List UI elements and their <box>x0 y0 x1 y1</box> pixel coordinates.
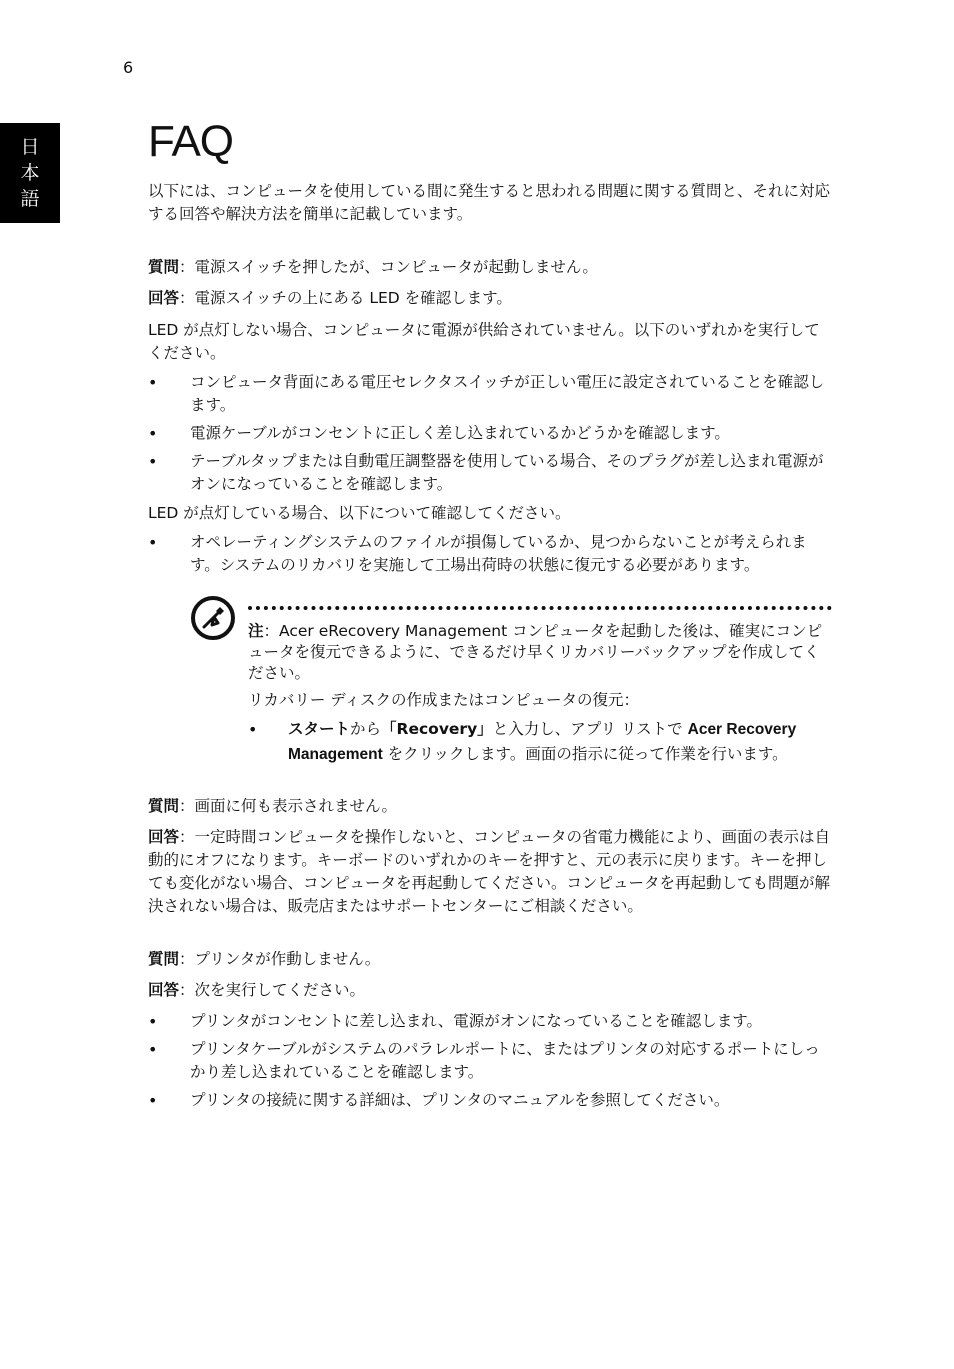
question-3 <box>148 948 832 971</box>
answer-3 <box>148 979 832 1002</box>
list-item <box>248 717 832 767</box>
intro-paragraph: 以下には、コンピュータを使用している間に発生すると思われる問題に関する質問と、それに対応する回答や解決方法を簡単に記載しています。 <box>148 182 831 223</box>
note-label: 注 <box>248 622 264 640</box>
page-title: FAQ <box>148 117 234 166</box>
note-subhead: リカバリー ディスクの作成またはコンピュータの復元： <box>248 691 640 709</box>
acer-recovery-label: Acer Recovery Management <box>288 721 797 763</box>
list-item: • コンピュータ背面にある電圧セレクタスイッチが正しい電圧に設定されていることを確認します。 <box>148 371 832 417</box>
question-text: ：画面に何も表示されません。 <box>179 797 397 815</box>
step-text: から <box>350 720 382 738</box>
question-2 <box>148 795 832 818</box>
note-list <box>248 717 832 767</box>
note-box <box>190 597 832 767</box>
note-content: ：Acer eRecovery Management コンピュータを起動した後は、確実にコンピュータを復元できるように、できるだけ早くリカバリーバックアップを作成してください。 <box>248 622 823 682</box>
question-1 <box>148 256 832 279</box>
note-divider <box>248 606 832 610</box>
led-off-list <box>148 371 832 496</box>
language-tab <box>0 123 60 223</box>
answer-2 <box>148 826 832 918</box>
question-text: ：プリンタが作動しません。 <box>179 950 381 968</box>
recovery-label: 「Recovery」 <box>381 720 493 738</box>
answer-text: ：一定時間コンピュータを操作しないと、コンピュータの省電力機能により、画面の表示は自動的にオフになります。キーボードのいずれかのキーを押すと、元の表示に戻ります。キーを押しても変化がない場合、コンピュータを再起動してください。コンピュータを再起動しても問題が解決されない場合は、販売店またはサポートセンターにご相談ください。 <box>148 828 831 915</box>
answer-text: ：次を実行してください。 <box>179 981 366 999</box>
led-off-paragraph: LED が点灯しない場合、コンピュータに電源が供給されていません。以下のいずれかを実行してください。 <box>148 321 820 362</box>
question-text: ：電源スイッチを押したが、コンピュータが起動しません。 <box>179 258 598 276</box>
list-item: • テーブルタップまたは自動電圧調整器を使用している場合、そのプラグが差し込まれ電源がオンになっていることを確認します。 <box>148 450 832 496</box>
list-item: • プリンタケーブルがシステムのパラレルポートに、またはプリンタの対応するポートにしっかり差し込まれていることを確認します。 <box>148 1038 832 1084</box>
answer-label: 回答 <box>148 828 180 846</box>
answer-1 <box>148 287 832 310</box>
printer-list <box>148 1010 832 1112</box>
question-label: 質問 <box>148 258 180 276</box>
faq-content <box>148 180 832 1118</box>
list-item: • 電源ケーブルがコンセントに正しく差し込まれているかどうかを確認します。 <box>148 422 832 445</box>
answer-label: 回答 <box>148 981 180 999</box>
step-text: をクリックします。画面の指示に従って作業を行います。 <box>382 745 788 763</box>
question-label: 質問 <box>148 797 180 815</box>
start-label: スタート <box>288 720 351 738</box>
led-on-paragraph: LED が点灯している場合、以下について確認してください。 <box>148 504 571 522</box>
lang-tab-char: 本 <box>20 162 40 184</box>
step-text: と入力し、アプリ リストで <box>492 720 688 738</box>
list-item: • オペレーティングシステムのファイルが損傷しているか、見つからないことが考えられます。システムのリカバリを実施して工場出荷時の状態に復元する必要があります。 <box>148 531 832 577</box>
note-text <box>248 621 832 684</box>
answer-text: ：電源スイッチの上にある LED を確認します。 <box>179 289 512 307</box>
page-number: 6 <box>123 58 134 77</box>
led-on-list <box>148 531 832 577</box>
question-label: 質問 <box>148 950 180 968</box>
note-icon <box>190 595 236 641</box>
lang-tab-char: 語 <box>20 188 40 210</box>
lang-tab-char: 日 <box>20 136 40 158</box>
note-body <box>248 597 832 767</box>
answer-label: 回答 <box>148 289 180 307</box>
list-item: • プリンタの接続に関する詳細は、プリンタのマニュアルを参照してください。 <box>148 1089 832 1112</box>
list-item: • プリンタがコンセントに差し込まれ、電源がオンになっていることを確認します。 <box>148 1010 832 1033</box>
